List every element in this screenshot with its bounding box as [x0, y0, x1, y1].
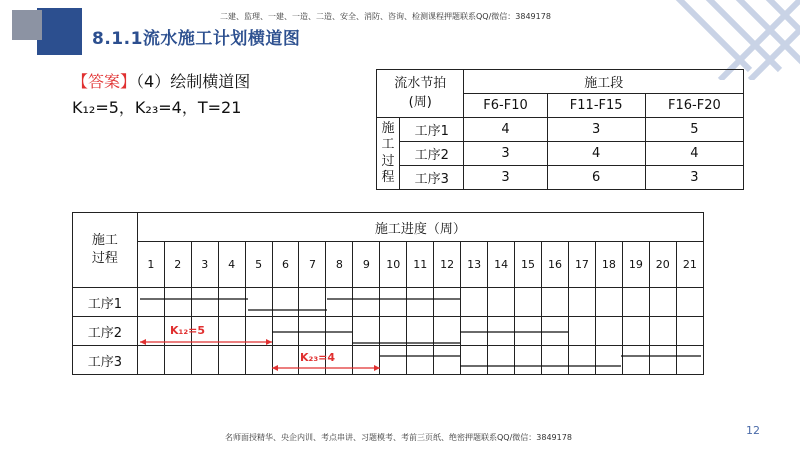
cell: 5 [645, 118, 743, 142]
answer-text: （4）绘制横道图 [136, 72, 251, 91]
segment-header: 施工段 [464, 70, 744, 94]
cell: 3 [547, 118, 645, 142]
cell: 3 [464, 166, 547, 190]
formula-k23: K₂₃=4 [134, 98, 182, 117]
segment-2: F11-F15 [547, 94, 645, 118]
week-18: 18 [595, 242, 622, 288]
week-6: 6 [272, 242, 299, 288]
k12-arrow-head-left [140, 339, 146, 345]
week-13: 13 [461, 242, 488, 288]
week-19: 19 [622, 242, 649, 288]
week-11: 11 [407, 242, 434, 288]
row-name: 工序3 [400, 166, 464, 190]
week-5: 5 [245, 242, 272, 288]
week-16: 16 [542, 242, 569, 288]
process-label: 工序2 [73, 317, 138, 346]
week-7: 7 [299, 242, 326, 288]
week-8: 8 [326, 242, 353, 288]
week-17: 17 [568, 242, 595, 288]
cell: 3 [645, 166, 743, 190]
top-contact-note: 二建、监理、一建、一造、二造、安全、消防、咨询、检测课程押题联系QQ/微信：3849178 [220, 12, 551, 21]
cell: 3 [464, 142, 547, 166]
k12-label: K₁₂=5 [170, 324, 206, 337]
cell: 4 [464, 118, 547, 142]
week-21: 21 [676, 242, 703, 288]
cell: 4 [645, 142, 743, 166]
bottom-contact-note: 名师面授精华、央企内训、考点串讲、习题模考、考前三页纸、绝密押题联系QQ/微信：3849178 [225, 433, 572, 442]
segment-1: F6-F10 [464, 94, 547, 118]
formula-t: T=21 [197, 98, 242, 117]
cell: 6 [547, 166, 645, 190]
week-1: 1 [137, 242, 164, 288]
week-3: 3 [191, 242, 218, 288]
k23-label: K₂₃=4 [300, 351, 336, 364]
answer-tag: 【答案】 [72, 72, 137, 91]
week-9: 9 [353, 242, 380, 288]
week-10: 10 [380, 242, 407, 288]
week-12: 12 [434, 242, 461, 288]
cell: 4 [547, 142, 645, 166]
process-label: 工序3 [73, 346, 138, 375]
gantt-corner: 施工 过程 [73, 213, 138, 288]
formula-line: K₁₂=5，K₂₃=4，T=21 [72, 98, 242, 117]
process-group-label: 施 工 过 程 [377, 118, 400, 190]
process-label: 工序1 [73, 288, 138, 317]
k12-arrow-head-right [266, 339, 272, 345]
week-20: 20 [649, 242, 676, 288]
k23-arrow-head-right [374, 365, 380, 371]
progress-header: 施工进度（周） [137, 213, 703, 242]
page-title: 8.1.1流水施工计划横道图 [92, 29, 301, 49]
week-14: 14 [488, 242, 515, 288]
row-name: 工序1 [400, 118, 464, 142]
week-4: 4 [218, 242, 245, 288]
k23-arrow-head-left [272, 365, 278, 371]
segment-3: F16-F20 [645, 94, 743, 118]
row-name: 工序2 [400, 142, 464, 166]
formula-k12: K₁₂=5 [72, 98, 119, 117]
page-number: 12 [746, 424, 760, 437]
beat-header: 流水节拍 (周) [377, 70, 464, 118]
week-15: 15 [515, 242, 542, 288]
week-2: 2 [164, 242, 191, 288]
